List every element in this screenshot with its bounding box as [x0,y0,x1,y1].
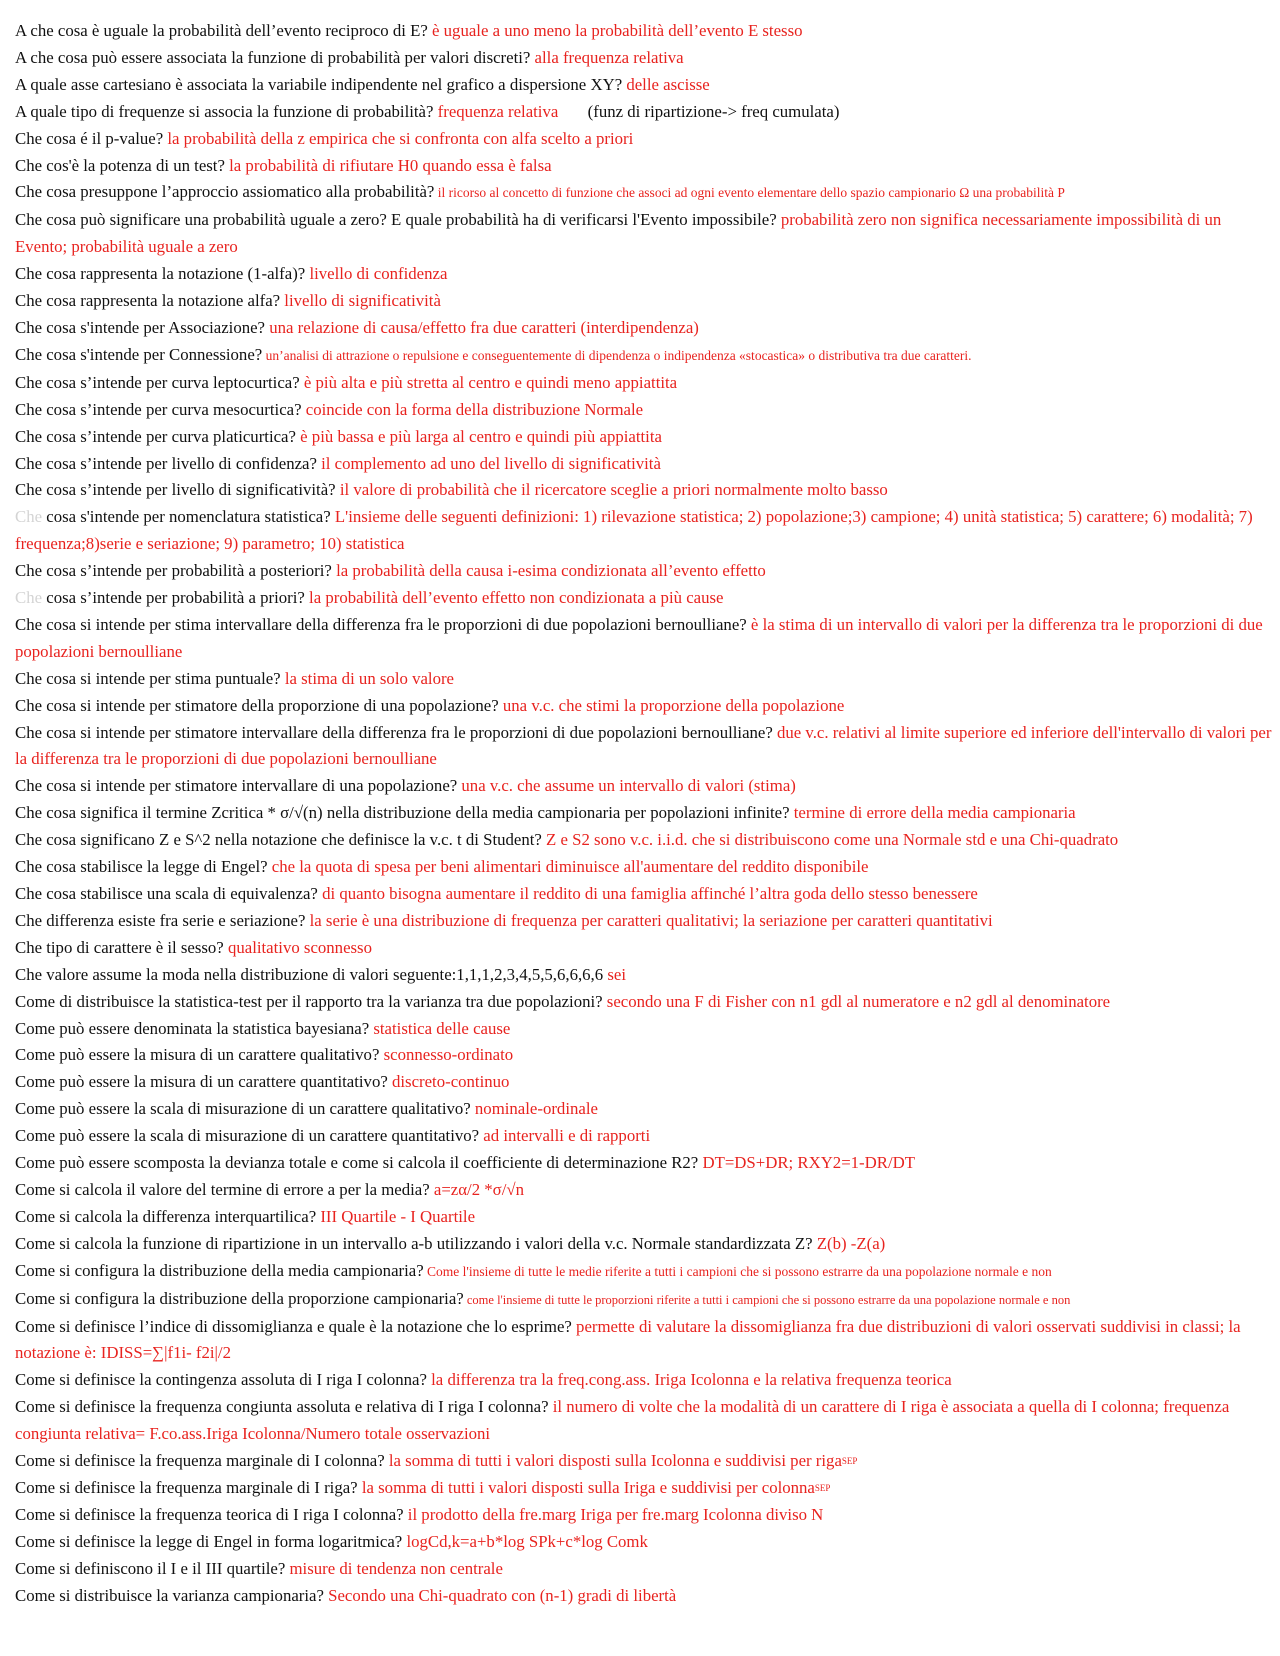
question-text: Che cosa s’intende per curva leptocurtica? [15,372,300,392]
question-text: Che cosa si intende per stimatore intervallare della differenza fra le proporzioni di due popolazioni bernoulliane? [15,722,773,742]
question-text: Come si definisce la frequenza marginale di I colonna? [15,1451,385,1471]
question-text: Che cosa significano Z e S^2 nella notazione che definisce la v.c. t di Student? [15,830,542,850]
qa-row [15,1177,1273,1204]
answer-text: la serie è una distribuzione di frequenza per caratteri qualitativi; la seriazione per caratteri quantitativi [305,910,993,930]
qa-row [15,881,1273,908]
qa-row [15,1475,1273,1502]
qa-row [15,800,1273,827]
question-text: Come si definisce la legge di Engel in forma logaritmica? [15,1531,403,1551]
qa-row [15,827,1273,854]
answer-text: livello di significatività [280,291,441,311]
question-text: Che tipo di carattere è il sesso? [15,937,224,957]
question-text: Come può essere la misura di un carattere qualitativo? [15,1045,380,1065]
question-text: Che cosa si intende per stima intervallare della differenza fra le proporzioni di due popolazioni bernoulliane? [15,614,747,634]
answer-text: la probabilità dell’evento effetto non condizionata a più cause [304,588,724,608]
question-text: Che cosa si intende per stimatore intervallare di una popolazione? [15,776,458,796]
qa-row [15,207,1273,261]
answer-text: termine di errore della media campionaria [789,803,1076,823]
answer-text: L'insieme delle seguenti definizioni: 1) rilevazione statistica; 2) popolazione;3) campione; 4) unità statistica; 5) carattere; 6) modalità; 7) frequenza;8)serie e seriazione; 9) parametro; 10) statistica [15,507,1253,554]
question-text: Che cosa s’intende per curva mesocurtica? [15,399,302,419]
question-text: Come si configura la distribuzione della proporzione campionaria? [15,1288,464,1308]
qa-row [15,126,1273,153]
question-text: Come si definisce la frequenza marginale di I riga? [15,1477,358,1497]
question-text: Come si configura la distribuzione della media campionaria? [15,1260,424,1280]
qa-row [15,397,1273,424]
qa-row [15,1314,1273,1368]
separator-glyph: SEP [841,1456,858,1467]
qa-row [15,1231,1273,1258]
qa-row [15,1150,1273,1177]
qa-row [15,179,1273,207]
question-text: Come di distribuisce la statistica-test per il rapporto tra la varianza tra due popolazioni? [15,991,603,1011]
qa-row [15,666,1273,693]
answer-text: la probabilità della z empirica che si confronta con alfa scelto a priori [163,128,634,148]
answer-text: Z(b) -Z(a) [812,1233,886,1253]
faded-word: Che [15,507,43,527]
answer-text: Z e S2 sono v.c. i.i.d. che si distribuiscono come una Normale std e una Chi-quadrato [541,830,1119,850]
question-text: Che cosa significa il termine Zcritica * σ/√(n) nella distribuzione della media campionaria per popolazioni infinite? [15,803,790,823]
answer-text: delle ascisse [622,74,710,94]
question-text: A che cosa è uguale la probabilità dell’evento reciproco di E? [15,21,428,40]
answer-text: la somma di tutti i valori disposti sulla Iriga e suddivisi per colonna [357,1477,815,1497]
question-text: Che cosa rappresenta la notazione alfa? [15,291,281,311]
question-text: Come può essere la scala di misurazione di un carattere qualitativo? [15,1099,471,1119]
answer-text: due v.c. relativi al limite superiore ed inferiore dell'intervallo di valori per la differenza tra le proporzioni di due popolazioni bernoulliane [15,722,1272,769]
question-text: Che cosa rappresenta la notazione (1-alfa)? [15,264,306,284]
answer-text: il valore di probabilità che il ricercatore sceglie a priori normalmente molto basso [335,480,888,500]
answer-text: Come l'insieme di tutte le medie riferite a tutti i campioni che si possono estrarre da una popolazione normale e non [423,1263,1052,1279]
answer-text: la probabilità della causa i-esima condizionata all’evento effetto [331,561,766,581]
answer-text: Secondo una Chi-quadrato con (n-1) gradi di libertà [323,1585,677,1605]
answer-text: sconnesso-ordinato [379,1045,514,1065]
question-text: cosa s’intende per probabilità a priori? [42,588,305,608]
answer-text: la somma di tutti i valori disposti sulla Icolonna e suddivisi per riga [384,1451,842,1471]
question-text: Come si definisce la frequenza congiunta assoluta e relativa di I riga I colonna? [15,1397,549,1417]
question-text: cosa s'intende per nomenclatura statistica? [42,507,331,527]
qa-row [15,1529,1273,1556]
question-text: Come si calcola la differenza interquartilica? [15,1206,317,1226]
qa-row [15,72,1273,99]
qa-row [15,720,1273,774]
question-text: Che cosa si intende per stimatore della proporzione di una popolazione? [15,695,499,715]
question-text: Che cosa s’intende per livello di confidenza? [15,453,317,473]
qa-row [15,424,1273,451]
qa-row [15,288,1273,315]
answer-text: discreto-continuo [387,1072,510,1092]
qa-row [15,315,1273,342]
question-text: Che cosa s’intende per probabilità a posteriori? [15,561,332,581]
question-text: Come si distribuisce la varianza campionaria? [15,1585,324,1605]
answer-text: la probabilità di rifiutare H0 quando essa è falsa [224,155,552,175]
answer-text: DT=DS+DR; RXY2=1-DR/DT [698,1153,915,1173]
question-text: Che cosa presuppone l’approccio assiomatico alla probabilità? [15,182,435,202]
answer-text: statistica delle cause [369,1018,511,1038]
question-text: Come si definisce l’indice di dissomiglianza e quale è la notazione che lo esprime? [15,1316,572,1336]
qa-row [15,908,1273,935]
answer-text: che la quota di spesa per beni alimentari diminuisce all'aumentare del reddito disponibile [267,857,869,877]
qa-row [15,558,1273,585]
answer-text: logCd,k=a+b*log SPk+c*log Comk [402,1531,648,1551]
answer-text: livello di confidenza [305,264,448,284]
answer-text: è uguale a uno meno la probabilità dell’evento E stesso [427,21,803,40]
question-text: Come può essere la misura di un carattere quantitativo? [15,1072,388,1092]
question-text: Come può essere la scala di misurazione di un carattere quantitativo? [15,1126,480,1146]
answer-text: a=zα/2 *σ/√n [429,1179,524,1199]
answer-text: probabilità zero non significa necessariamente impossibilità di un Evento; probabilità uguale a zero [15,210,1222,257]
question-text: Come si definisce la contingenza assoluta di I riga I colonna? [15,1370,427,1390]
answer-text: il ricorso al concetto di funzione che associ ad ogni evento elementare dello spazio campionario Ω una probabilità P [434,185,1065,201]
answer-text: sei [603,964,626,984]
qa-row [15,1069,1273,1096]
question-text: Che cosa stabilisce la legge di Engel? [15,857,268,877]
question-text: Come si definiscono il I e il III quartile? [15,1558,286,1578]
answer-text: è più alta e più stretta al centro e quindi meno appiattita [299,372,678,392]
answer-text: il complemento ad uno del livello di significatività [316,453,661,473]
qa-row [15,1016,1273,1043]
faded-word: Che [15,588,43,608]
qa-row [15,1502,1273,1529]
qa-row [15,45,1273,72]
question-text: Che differenza esiste fra serie e seriazione? [15,910,306,930]
question-text: Che cosa s’intende per livello di significatività? [15,480,336,500]
separator-glyph: SEP [814,1482,831,1493]
qa-row [15,451,1273,478]
qa-row [15,370,1273,397]
qa-row [15,261,1273,288]
question-text: Che cosa s'intende per Connessione? [15,344,263,364]
question-text: A quale asse cartesiano è associata la variabile indipendente nel grafico a dispersione XY? [15,74,623,94]
question-text: Come può essere scomposta la devianza totale e come si calcola il coefficiente di determinazione R2? [15,1153,699,1173]
qa-row [15,989,1273,1016]
answer-text: III Quartile - I Quartile [316,1206,476,1226]
qa-row [15,612,1273,666]
answer-text: una v.c. che assume un intervallo di valori (stima) [457,776,796,796]
qa-row [15,1556,1273,1583]
question-text: Che cosa é il p-value? [15,128,164,148]
answer-text: è la stima di un intervallo di valori per la differenza tra le proporzioni di due popolazioni bernoulliane [15,614,1263,661]
question-text: Come si calcola il valore del termine di errore a per la media? [15,1179,430,1199]
qa-row [15,773,1273,800]
question-text: Come si definisce la frequenza teorica di I riga I colonna? [15,1504,404,1524]
qa-row [15,477,1273,504]
qa-row [15,935,1273,962]
qa-row [15,99,1273,126]
question-text: A che cosa può essere associata la funzione di probabilità per valori discreti? [15,47,531,67]
answer-text: frequenza relativa [433,101,559,121]
answer-text: alla frequenza relativa [530,47,684,67]
qa-row [15,1123,1273,1150]
qa-row [15,585,1273,612]
question-text: Che cosa si intende per stima puntuale? [15,668,281,688]
qa-row [15,18,1273,45]
answer-text: nominale-ordinale [470,1099,598,1119]
qa-row [15,1448,1273,1475]
answer-text: una relazione di causa/effetto fra due caratteri (interdipendenza) [265,317,699,337]
answer-text: come l'insieme di tutte le proporzioni riferite a tutti i campioni che si possono estrarre da una popolazione normale e non [463,1292,1071,1307]
qa-row [15,1042,1273,1069]
answer-text: permette di valutare la dissomiglianza fra due distribuzioni di valori osservati suddivisi in classi; la notazione è: IDISS=∑|f1i- f2i|/2 [15,1316,1241,1363]
answer-text: misure di tendenza non centrale [285,1558,503,1578]
question-text: Che cosa stabilisce una scala di equivalenza? [15,884,318,903]
answer-text: ad intervalli e di rapporti [479,1126,651,1146]
qa-row [15,1286,1273,1314]
answer-text: di quanto bisogna aumentare il reddito di una famiglia affinché l’altra goda dello stesso benessere [317,884,978,903]
answer-text: secondo una F di Fisher con n1 gdl al numeratore e n2 gdl al denominatore [602,991,1111,1011]
qa-row [15,342,1273,370]
qa-row [15,1096,1273,1123]
qa-row [15,962,1273,989]
qa-row [15,1367,1273,1394]
answer-text: il numero di volte che la modalità di un carattere di I riga è associata a quella di I colonna; frequenza congiunta relativa= F.co.ass.Iriga Icolonna/Numero totale osservazioni [15,1397,1230,1444]
answer-text: coincide con la forma della distribuzione Normale [301,399,644,419]
answer-text: un’analisi di attrazione o repulsione e conseguentemente di dipendenza o indipendenza «stocastica» o distributiva tra due caratteri. [262,347,972,363]
question-text: Come può essere denominata la statistica bayesiana? [15,1018,370,1038]
qa-row [15,1394,1273,1448]
question-text: Che valore assume la moda nella distribuzione di valori seguente:1,1,1,2,3,4,5,5,6,6,6,6 [15,964,604,984]
question-text: Come si calcola la funzione di ripartizione in un intervallo a-b utilizzando i valori della v.c. Normale standardizzata Z? [15,1233,813,1253]
qa-row [15,153,1273,180]
question-text: Che cosa s’intende per curva platicurtica? [15,426,296,446]
answer-text: qualitativo sconnesso [223,937,372,957]
answer-text: una v.c. che stimi la proporzione della popolazione [498,695,845,715]
answer-text: la differenza tra la freq.cong.ass. Iriga Icolonna e la relativa frequenza teorica [426,1370,952,1390]
answer-text: il prodotto della fre.marg Iriga per fre.marg Icolonna diviso N [403,1504,824,1524]
question-text: Che cosa può significare una probabilità uguale a zero? E quale probabilità ha di verificarsi l'Evento impossibile? [15,210,777,230]
qa-row [15,1258,1273,1286]
qa-row [15,1204,1273,1231]
note-text: (funz di ripartizione-> freq cumulata) [558,101,840,121]
qa-row [15,1583,1273,1610]
answer-text: la stima di un solo valore [280,668,455,688]
document-body [15,18,1273,1609]
qa-row [15,693,1273,720]
question-text: A quale tipo di frequenze si associa la funzione di probabilità? [15,101,434,121]
question-text: Che cos'è la potenza di un test? [15,155,225,175]
qa-row [15,854,1273,881]
qa-row [15,504,1273,558]
question-text: Che cosa s'intende per Associazione? [15,317,265,337]
answer-text: è più bassa e più larga al centro e quindi più appiattita [295,426,662,446]
